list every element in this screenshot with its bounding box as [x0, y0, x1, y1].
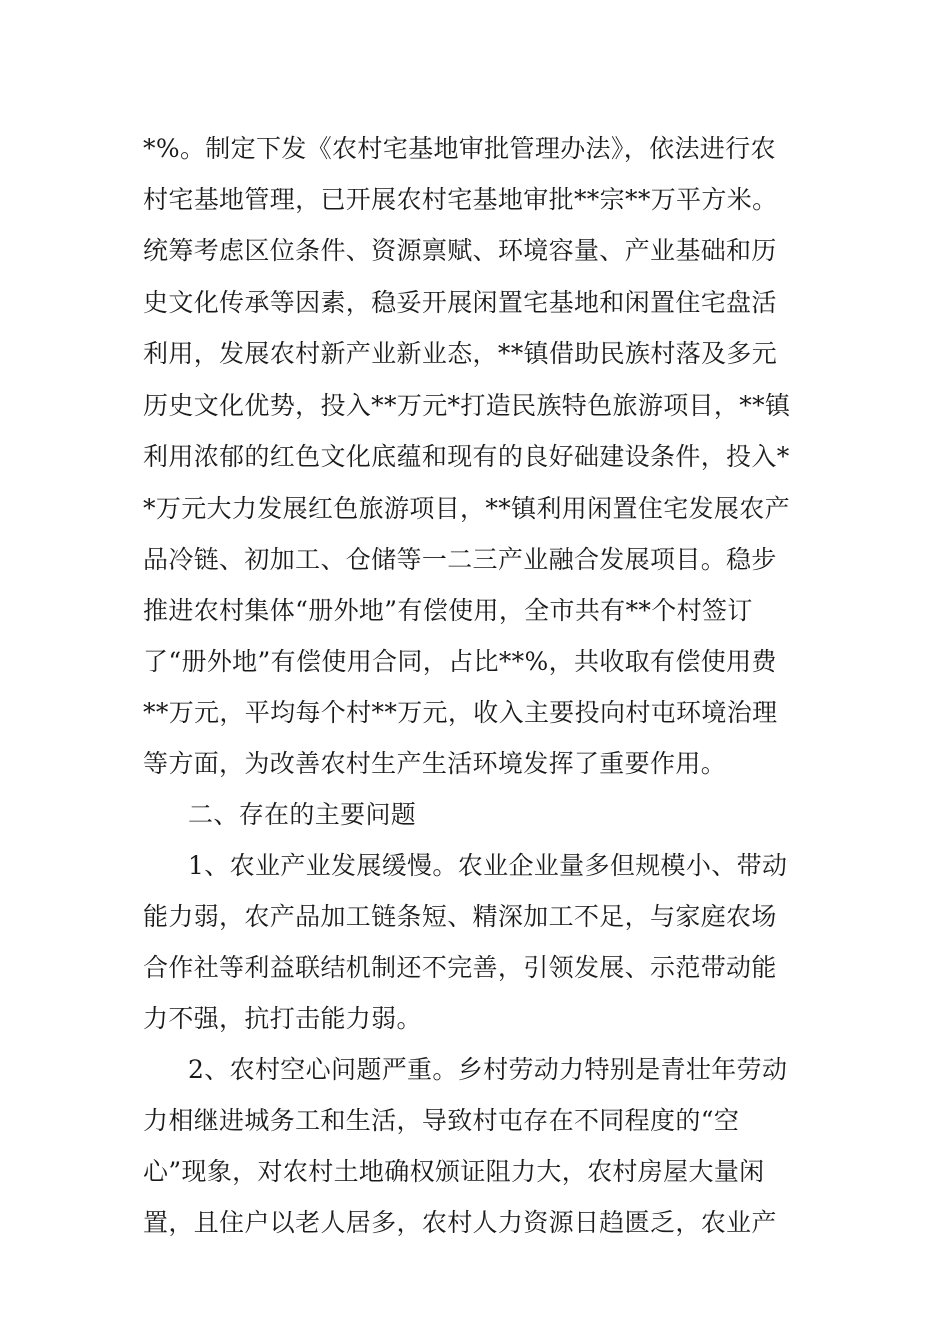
body-text-line: 史文化传承等因素，稳妥开展闲置宅基地和闲置住宅盘活 [143, 288, 777, 317]
body-text-line: 村宅基地管理，已开展农村宅基地审批**宗**万平方米。 [143, 185, 778, 214]
body-text-line: *%。制定下发《农村宅基地审批管理办法》，依法进行农 [143, 134, 776, 163]
body-text-line: 合作社等利益联结机制还不完善，引领发展、示范带动能 [143, 953, 777, 982]
body-text-line: 了“册外地”有偿使用合同，占比**%，共收取有偿使用费 [143, 647, 777, 676]
body-text-line: 心”现象，对农村土地确权颁证阻力大，农村房屋大量闲 [143, 1157, 765, 1186]
body-text-line: *万元大力发展红色旅游项目，**镇利用闲置住宅发展农产 [143, 494, 790, 523]
body-text-line: 历史文化优势，投入**万元*打造民族特色旅游项目，**镇 [143, 391, 791, 420]
paragraph-first-line: 1、农业产业发展缓慢。农业企业量多但规模小、带动 [188, 851, 788, 880]
body-text-line: 置，且住户以老人居多，农村人力资源日趋匮乏，农业产 [143, 1208, 777, 1237]
body-text-line: 等方面，为改善农村生产生活环境发挥了重要作用。 [143, 749, 727, 778]
body-text-line: 力相继进城务工和生活，导致村屯存在不同程度的“空 [143, 1106, 740, 1135]
body-text-line: 力不强，抗打击能力弱。 [143, 1004, 422, 1033]
body-text-line: 利用，发展农村新产业新业态，**镇借助民族村落及多元 [143, 339, 778, 368]
body-text-line: 能力弱，农产品加工链条短、精深加工不足，与家庭农场 [143, 902, 777, 931]
body-text-line: 推进农村集体“册外地”有偿使用，全市共有**个村签订 [143, 596, 753, 625]
body-text-line: **万元，平均每个村**万元，收入主要投向村屯环境治理 [143, 698, 778, 727]
body-text-line: 品冷链、初加工、仓储等一二三产业融合发展项目。稳步 [143, 545, 777, 574]
section-heading: 二、存在的主要问题 [188, 800, 417, 829]
body-text-line: 统筹考虑区位条件、资源禀赋、环境容量、产业基础和历 [143, 236, 777, 265]
body-text-line: 利用浓郁的红色文化底蕴和现有的良好础建设条件，投入* [143, 442, 790, 471]
paragraph-first-line: 2、农村空心问题严重。乡村劳动力特别是青壮年劳动 [188, 1055, 788, 1084]
